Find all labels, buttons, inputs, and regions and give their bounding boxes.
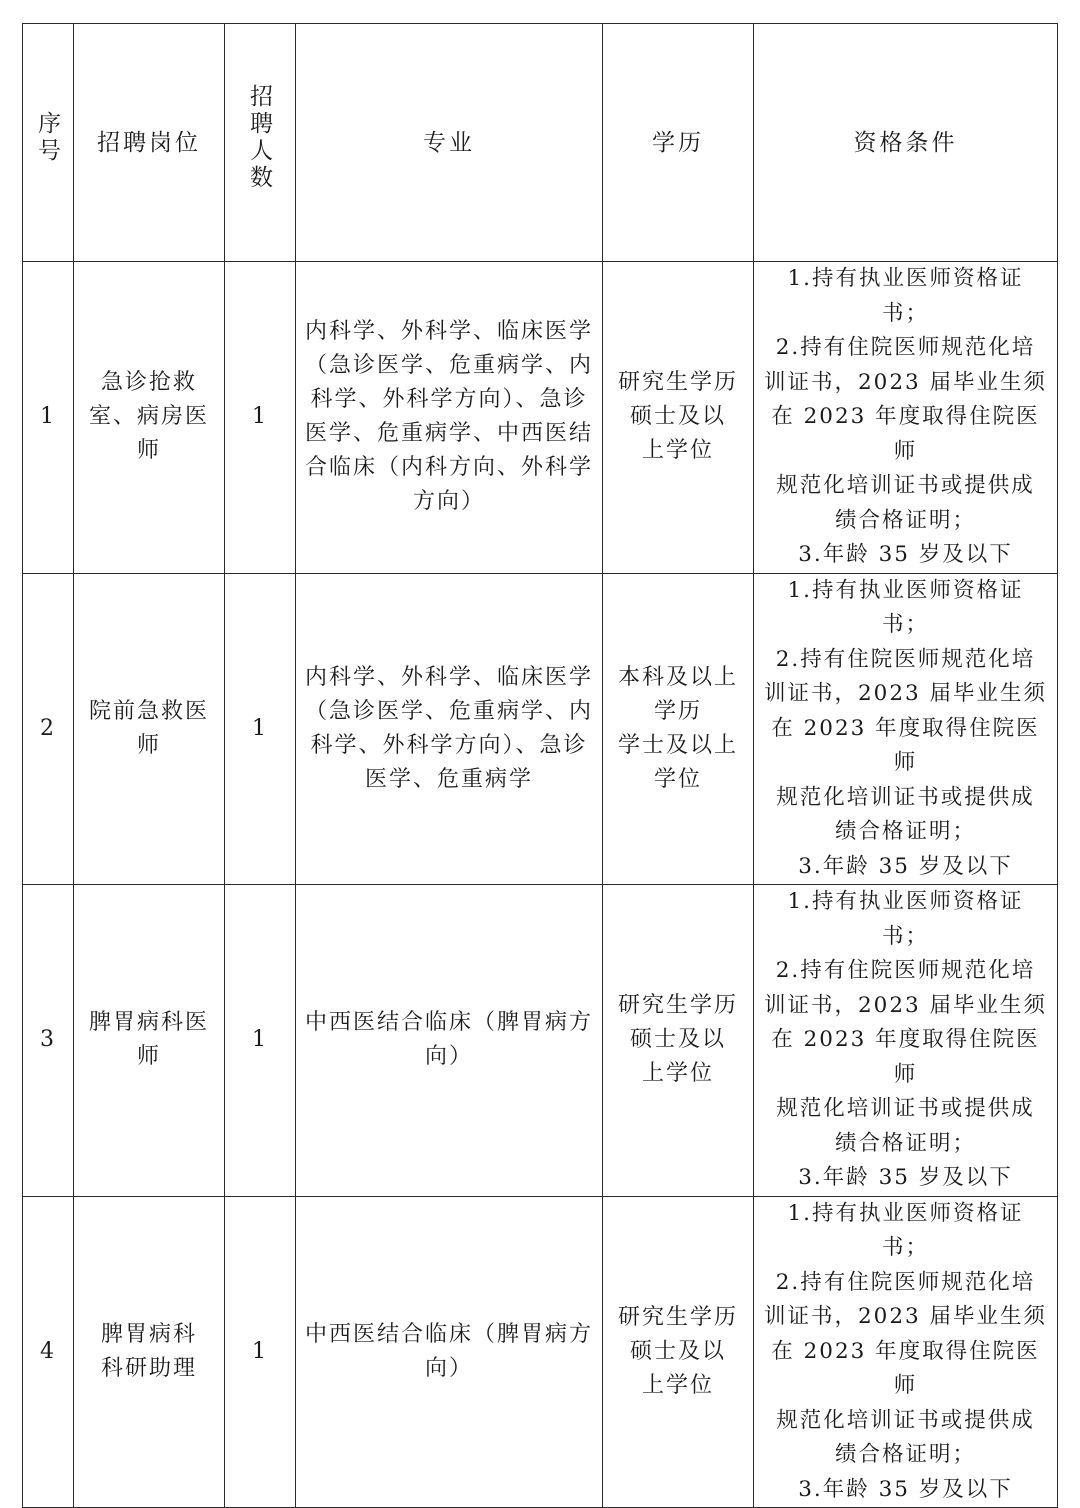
row-major [296, 1196, 603, 1508]
row-requirements-text: 1.持有执业医师资格证 书； 2.持有住院医师规范化培 训证书，2023 届毕业生须 在 2023 年度取得住院医师 规范化培训证书或提供成 绩合格证明； 3.年龄 35 岁及以下 [763, 266, 1048, 567]
row-education [603, 262, 754, 574]
row-position [74, 1196, 225, 1508]
row-requirements-text: 1.持有执业医师资格证 书； 2.持有住院医师规范化培 训证书，2023 届毕业生须 在 2023 年度取得住院医师 规范化培训证书或提供成 绩合格证明； 3.年龄 35 岁及以下 [763, 1200, 1048, 1502]
row-education [603, 573, 754, 885]
header-major-label: 专业 [423, 129, 475, 156]
table-row [23, 573, 1058, 885]
row-education [603, 1196, 754, 1508]
header-education-label: 学历 [652, 129, 704, 156]
row-major-text: 内科学、外科学、临床医学 （急诊医学、危重病学、内 科学、外科学方向）、急诊 医学、危重病学 [304, 664, 593, 792]
row-education-text: 研究生学历 硕士及以 上学位 [617, 370, 738, 464]
row-position-text: 急诊抢救 室、病房医 师 [88, 370, 209, 464]
row-requirements [754, 1196, 1058, 1508]
row-requirements-text: 1.持有执业医师资格证 书； 2.持有住院医师规范化培 训证书，2023 届毕业生须 在 2023 年度取得住院医师 规范化培训证书或提供成 绩合格证明； 3.年龄 35 岁及以下 [763, 577, 1048, 879]
row-requirements [754, 262, 1058, 574]
row-major [296, 262, 603, 574]
row-count: 1 [225, 262, 296, 574]
row-education [603, 885, 754, 1197]
header-count [225, 24, 296, 262]
row-requirements [754, 885, 1058, 1197]
row-major [296, 885, 603, 1197]
header-education [603, 24, 754, 262]
row-major-text: 内科学、外科学、临床医学 （急诊医学、危重病学、内 科学、外科学方向）、急诊 医学、危重病学、中西医结 合临床（内科方向、外科学 方向） [304, 319, 593, 515]
table-row [23, 885, 1058, 1197]
row-position [74, 885, 225, 1197]
row-position-text: 脾胃病科 科研助理 [100, 1321, 197, 1381]
header-requirements-label: 资格条件 [853, 129, 958, 156]
row-education-text: 本科及以上 学历 学士及以上 学位 [617, 664, 738, 792]
row-position-text: 脾胃病科医 师 [88, 1010, 209, 1070]
row-count: 1 [225, 573, 296, 885]
row-major-text: 中西医结合临床（脾胃病方 向） [304, 1321, 593, 1381]
header-index [23, 24, 74, 262]
row-education-text: 研究生学历 硕士及以 上学位 [617, 993, 738, 1087]
row-index: 4 [23, 1196, 74, 1508]
table-header-row [23, 24, 1058, 262]
row-requirements-text: 1.持有执业医师资格证 书； 2.持有住院医师规范化培 训证书，2023 届毕业生须 在 2023 年度取得住院医师 规范化培训证书或提供成 绩合格证明； 3.年龄 35 岁及以下 [763, 889, 1048, 1190]
row-position [74, 262, 225, 574]
row-major-text: 中西医结合临床（脾胃病方 向） [304, 1010, 593, 1070]
row-position-text: 院前急救医 师 [88, 698, 209, 758]
row-requirements [754, 573, 1058, 885]
row-education-text: 研究生学历 硕士及以 上学位 [617, 1304, 738, 1398]
header-count-label: 招聘人数 [246, 83, 272, 192]
row-index: 3 [23, 885, 74, 1197]
table-row [23, 1196, 1058, 1508]
recruitment-table [22, 23, 1058, 1508]
header-index-label: 序号 [34, 110, 60, 165]
row-count: 1 [225, 1196, 296, 1508]
row-position [74, 573, 225, 885]
header-major [296, 24, 603, 262]
header-requirements [754, 24, 1058, 262]
row-major [296, 573, 603, 885]
table-row [23, 262, 1058, 574]
header-position-label: 招聘岗位 [97, 129, 201, 156]
row-count: 1 [225, 885, 296, 1197]
row-index: 2 [23, 573, 74, 885]
header-position [74, 24, 225, 262]
row-index: 1 [23, 262, 74, 574]
